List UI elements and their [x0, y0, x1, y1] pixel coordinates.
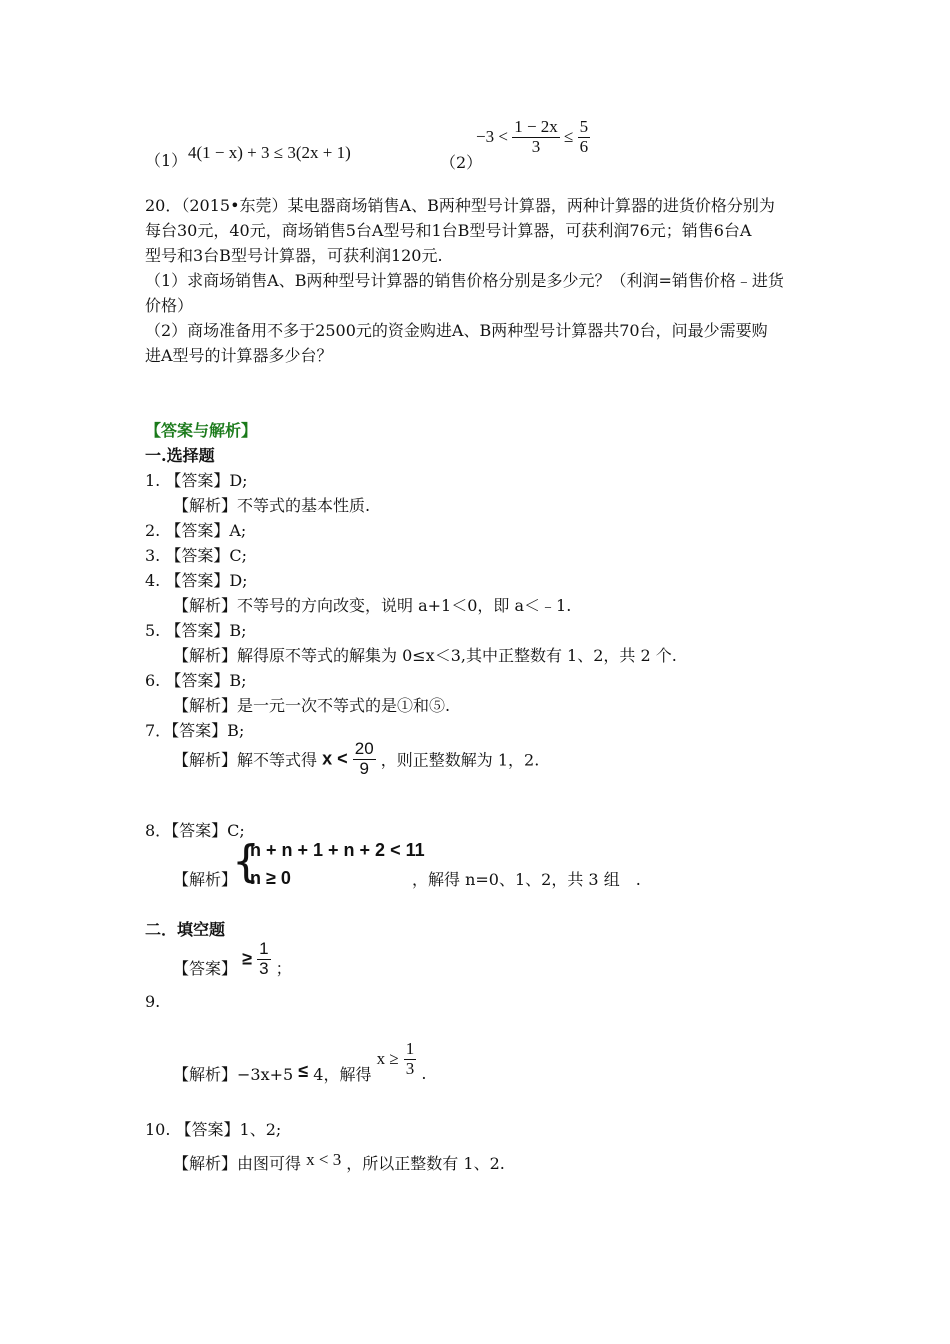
- fraction-denominator: 3: [259, 958, 269, 978]
- math-ge: ≥: [242, 948, 252, 969]
- math-le: ≤: [298, 1060, 309, 1081]
- answer-1-explanation: 【解析】不等式的基本性质.: [173, 496, 371, 515]
- explanation-suffix: ，所以正整数有 1、2.: [346, 1154, 505, 1173]
- answer-9: [173, 940, 292, 978]
- answer-6: 6. 【答案】B;: [145, 671, 247, 690]
- system-line-1: n + n + 1 + n + 2 < 11: [250, 840, 425, 860]
- q19-part2-expression: [476, 118, 590, 156]
- math-x-ge: x ≥: [376, 1049, 399, 1069]
- q19-part2-fraction-right: [578, 118, 591, 156]
- explanation-mid: 4，解得: [313, 1064, 372, 1084]
- answer-9-number: 9.: [145, 992, 161, 1011]
- fraction-denominator: 9: [353, 759, 376, 779]
- fraction-denominator: 3: [405, 1058, 415, 1078]
- answer-10: 10. 【答案】1、2;: [145, 1120, 282, 1139]
- answer-7: 7．【答案】B;: [145, 721, 245, 740]
- answers-heading: 【答案与解析】: [145, 421, 258, 440]
- answer-10-explanation: [173, 1151, 505, 1174]
- q19-part2-left: −3 <: [476, 127, 508, 147]
- answer-3: 3. 【答案】C;: [145, 546, 247, 565]
- explanation-prefix: 【解析】−3x+5: [173, 1064, 294, 1084]
- fraction-20-9: [353, 740, 376, 778]
- fraction-1-3: [257, 940, 270, 978]
- fraction-numerator: 1 − 2x: [514, 117, 558, 136]
- math-x-lt: x <: [322, 748, 348, 769]
- fraction-1-3-explanation: [404, 1040, 417, 1078]
- q19-part2-fraction: [512, 118, 560, 156]
- fraction-numerator: 20: [354, 739, 374, 758]
- section-fill-title: 二．填空题: [145, 920, 226, 939]
- fraction-numerator: 5: [579, 117, 589, 136]
- explanation-prefix: 【解析】解不等式得: [173, 750, 318, 770]
- answer-6-explanation: 【解析】是一元一次不等式的是①和⑤.: [173, 696, 451, 715]
- answer-9-explanation: [173, 1039, 427, 1084]
- math-x-lt-3: x < 3: [306, 1150, 342, 1169]
- fraction-denominator: 6: [579, 136, 589, 156]
- answer-8-explanation-suffix: ，解得 n=0、1、2，共 3 组 .: [412, 870, 641, 889]
- explanation-prefix: 【解析】由图可得: [173, 1154, 302, 1173]
- answer-7-explanation: [173, 740, 539, 778]
- answer-8: 8．【答案】C;: [145, 821, 245, 840]
- q20-line-3: 型号和3台B型号计算器，可获利润120元.: [145, 246, 443, 265]
- answer-suffix: ；: [275, 958, 292, 978]
- fraction-numerator: 1: [259, 939, 269, 958]
- q20-line-7: 进A型号的计算器多少台？: [145, 346, 333, 365]
- answer-5: 5. 【答案】B;: [145, 621, 247, 640]
- q19-part1-label: （1）: [145, 151, 188, 170]
- q19-part2-label: （2）: [440, 153, 483, 172]
- section-choice-title: 一.选择题: [145, 446, 215, 465]
- answer-5-explanation: 【解析】解得原不等式的解集为 0≤x＜3,其中正整数有 1、2，共 2 个.: [173, 646, 677, 665]
- answer-8-explanation-prefix: 【解析】: [173, 870, 238, 889]
- system-line-2: n ≥ 0: [250, 868, 291, 888]
- q20-line-4: （1）求商场销售A、B两种型号计算器的销售价格分别是多少元？（利润=销售价格﹣进货: [145, 271, 784, 290]
- q20-line-1: 20．（2015•东莞）某电器商场销售A、B两种型号计算器，两种计算器的进货价格分别为: [145, 196, 775, 215]
- fraction-numerator: 1: [405, 1039, 415, 1058]
- q20-line-5: 价格）: [145, 296, 194, 315]
- q19-part1-expression: 4(1 − x) + 3 ≤ 3(2x + 1): [188, 143, 351, 162]
- answer-4-explanation: 【解析】不等号的方向改变，说明 a+1＜0，即 a＜﹣1.: [173, 596, 572, 615]
- explanation-suffix: ，则正整数解为 1，2.: [380, 750, 540, 770]
- q19-part2-le: ≤: [564, 127, 574, 147]
- answer-prefix: 【答案】: [173, 958, 238, 978]
- q20-line-2: 每台30元，40元，商场销售5台A型号和1台B型号计算器，可获利润76元；销售6台A: [145, 221, 752, 240]
- explanation-suffix: .: [421, 1063, 427, 1083]
- answer-1: 1. 【答案】D;: [145, 471, 248, 490]
- answer-2: 2. 【答案】A;: [145, 521, 247, 540]
- brace-icon: {: [232, 836, 260, 887]
- fraction-denominator: 3: [512, 137, 560, 157]
- q20-line-6: （2）商场准备用不多于2500元的资金购进A、B两种型号计算器共70台，问最少需要购: [145, 321, 768, 340]
- answer-4: 4. 【答案】D;: [145, 571, 248, 590]
